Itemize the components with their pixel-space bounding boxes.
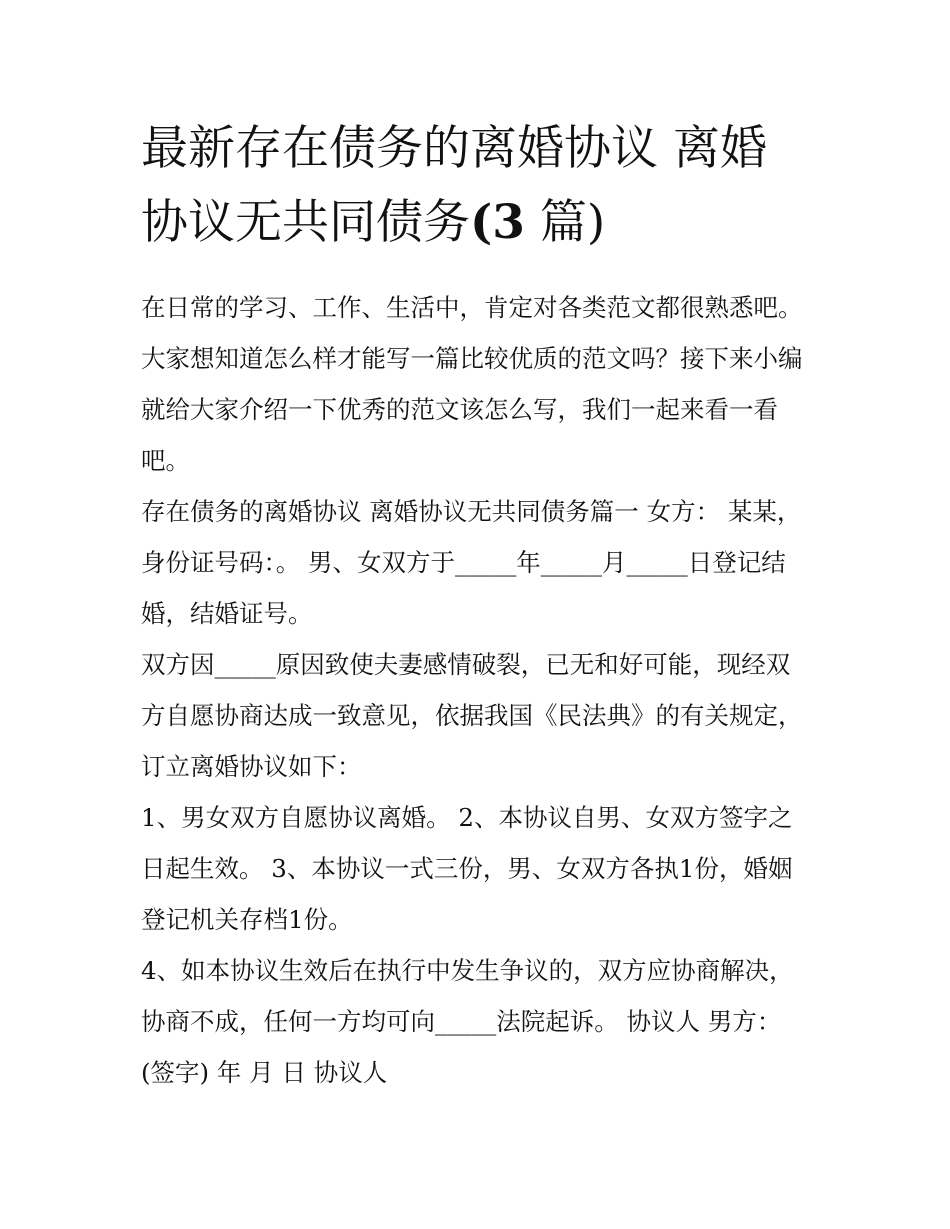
text-line: 订立离婚协议如下： xyxy=(141,752,362,781)
title-line-2-text: 协议无共同债务 xyxy=(141,195,470,250)
paragraph-reason xyxy=(141,639,813,792)
document-page xyxy=(141,112,813,1098)
paragraph-intro xyxy=(141,282,813,486)
paragraph-clause-4 xyxy=(141,945,813,1098)
text-line: 方自愿协商达成一致意见，依据我国《民法典》的有关规定， xyxy=(141,701,803,730)
text-line: 日起生效。 3、本协议一式三份，男、女双方各执1份，婚姻 xyxy=(141,854,793,883)
text-line: 就给大家介绍一下优秀的范文该怎么写，我们一起来看一看 xyxy=(141,395,778,424)
paragraph-parties xyxy=(141,486,813,639)
text-line: 协商不成，任何一方均可向_____法院起诉。 协议人 男方： xyxy=(141,1007,782,1036)
title-count: (3 xyxy=(470,195,525,250)
text-line: 登记机关存档1份。 xyxy=(141,905,353,934)
text-line: 婚，结婚证号。 xyxy=(141,599,313,628)
text-line: (签字) 年 月 日 协议人 xyxy=(141,1058,388,1087)
text-line: 1、男女双方自愿协议离婚。 2、本协议自男、女双方签字之 xyxy=(141,803,793,832)
text-line: 双方因_____原因致使夫妻感情破裂，已无和好可能，现经双 xyxy=(141,650,791,679)
title-line-1: 最新存在债务的离婚协议 离婚 xyxy=(141,121,767,176)
document-title xyxy=(141,112,813,260)
paragraph-clauses-1-3 xyxy=(141,792,813,945)
title-line-2 xyxy=(141,186,813,260)
text-line: 在日常的学习、工作、生活中，肯定对各类范文都很熟悉吧。 xyxy=(141,293,803,322)
text-line: 4、如本协议生效后在执行中发生争议的，双方应协商解决， xyxy=(141,956,794,985)
document-body xyxy=(141,282,813,1098)
text-line: 吧。 xyxy=(141,446,190,475)
text-line: 存在债务的离婚协议 离婚协议无共同债务篇一 女方： 某某， xyxy=(141,497,802,526)
text-line: 身份证号码：。 男、女双方于_____年_____月_____日登记结 xyxy=(141,548,786,577)
title-count-unit: 篇) xyxy=(524,195,606,250)
text-line: 大家想知道怎么样才能写一篇比较优质的范文吗？接下来小编 xyxy=(141,344,803,373)
